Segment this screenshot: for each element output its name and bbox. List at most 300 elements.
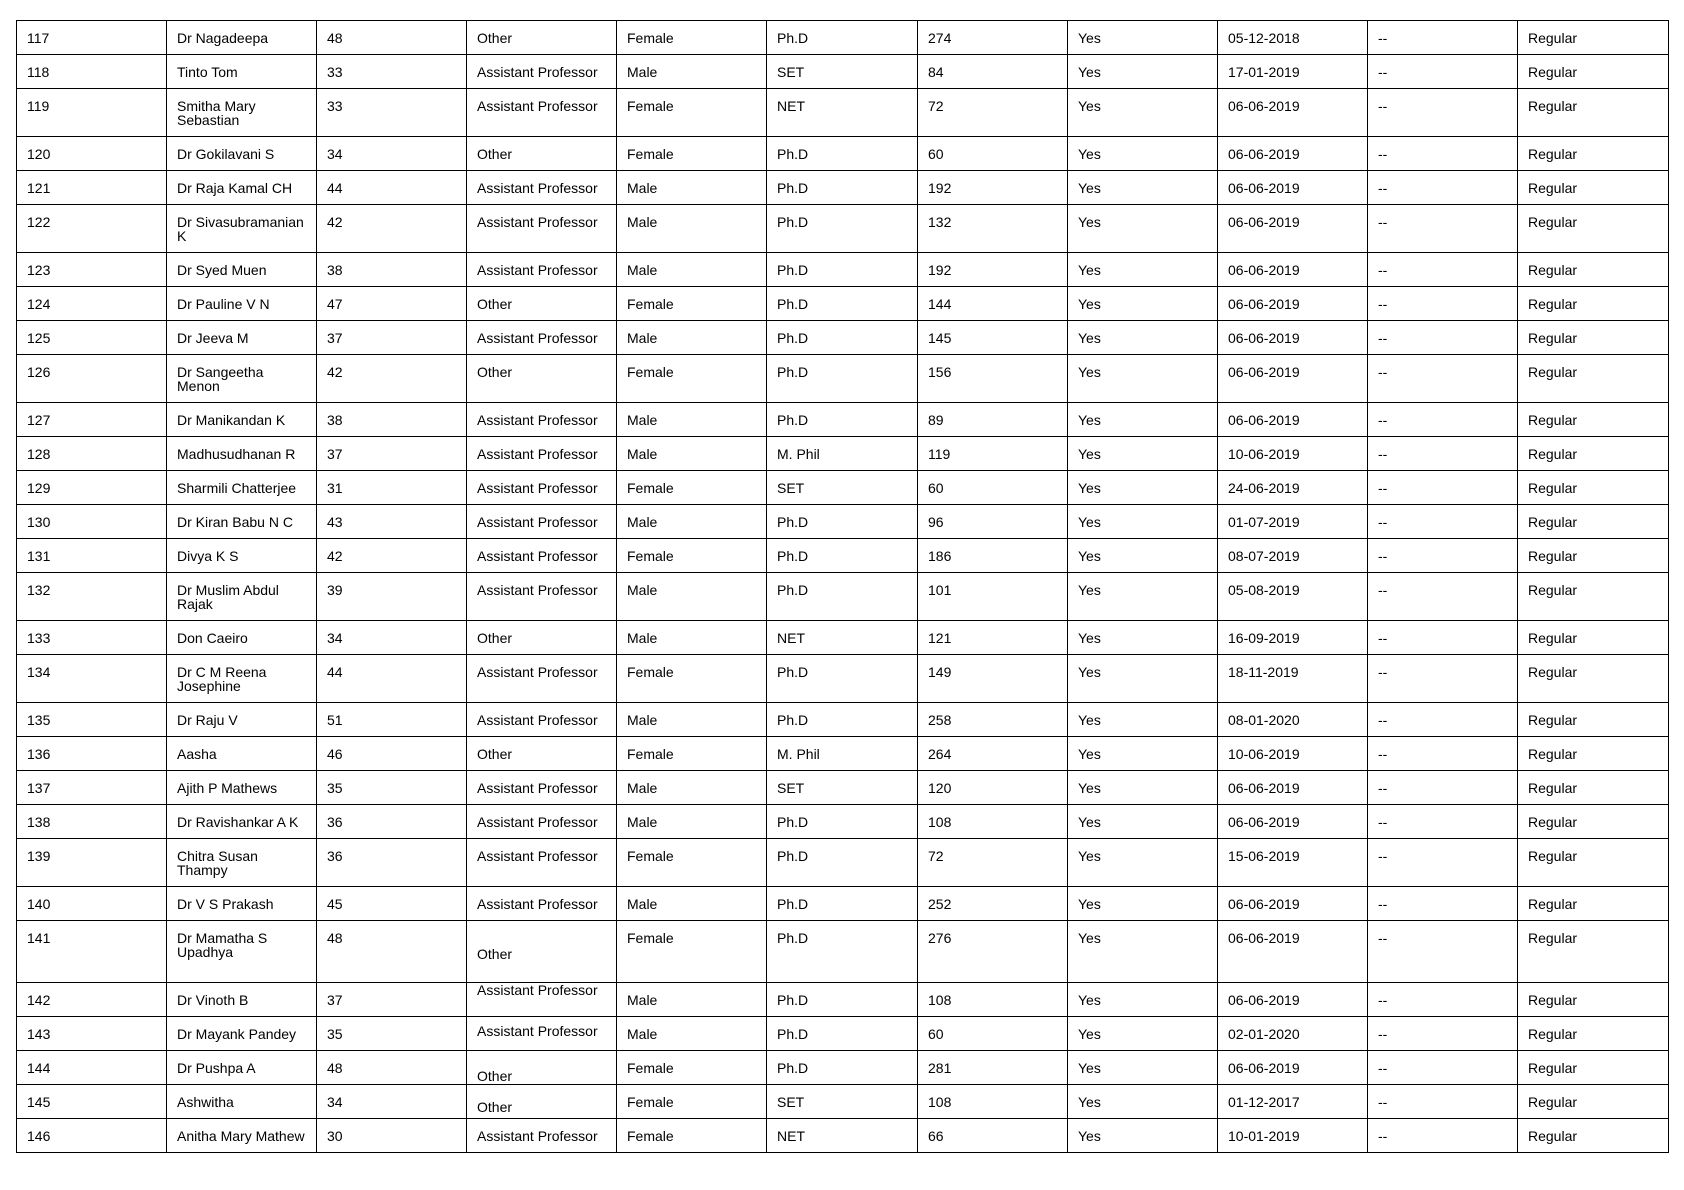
gender-cell — [617, 839, 767, 887]
gender-cell — [617, 1119, 767, 1153]
qualification-cell — [767, 55, 918, 89]
qualification-cell — [767, 737, 918, 771]
joining-date-text: 05-08-2019 — [1228, 582, 1300, 598]
table-row — [17, 505, 1669, 539]
experience-text: 252 — [928, 896, 952, 912]
name-cell — [167, 505, 317, 539]
appointment-type-cell — [1518, 573, 1669, 621]
table-row — [17, 253, 1669, 287]
gender-text: Male — [627, 896, 658, 912]
table-row — [17, 805, 1669, 839]
appointment-type-text: Regular — [1528, 848, 1578, 864]
remark-text: -- — [1378, 214, 1388, 230]
remark-text: -- — [1378, 896, 1388, 912]
designation-cell — [467, 655, 617, 703]
designation-text: Other — [477, 746, 513, 762]
age-text: 31 — [327, 480, 343, 496]
designation-cell — [467, 887, 617, 921]
appointment-type-cell — [1518, 89, 1669, 137]
gender-text: Female — [627, 548, 674, 564]
status-cell — [1068, 839, 1218, 887]
experience-cell — [918, 621, 1068, 655]
experience-cell — [918, 1051, 1068, 1085]
table-row — [17, 539, 1669, 573]
name-text: Ajith P Mathews — [177, 780, 278, 796]
remark-cell — [1368, 887, 1518, 921]
designation-text: Assistant Professor — [477, 412, 598, 428]
age-cell — [317, 921, 467, 983]
qualification-cell — [767, 1051, 918, 1085]
table-row — [17, 703, 1669, 737]
appointment-type-cell — [1518, 1085, 1669, 1119]
gender-cell — [617, 355, 767, 403]
joining-date-cell — [1218, 983, 1368, 1017]
designation-cell — [467, 505, 617, 539]
qualification-text: Ph.D — [777, 992, 809, 1008]
remark-text: -- — [1378, 1128, 1388, 1144]
serial-number-text: 139 — [27, 848, 51, 864]
experience-cell — [918, 137, 1068, 171]
name-cell — [167, 21, 317, 55]
age-text: 43 — [327, 514, 343, 530]
qualification-text: Ph.D — [777, 1060, 809, 1076]
gender-cell — [617, 539, 767, 573]
experience-cell — [918, 89, 1068, 137]
joining-date-cell — [1218, 839, 1368, 887]
joining-date-cell — [1218, 437, 1368, 471]
table-row — [17, 437, 1669, 471]
serial-number-text: 123 — [27, 262, 51, 278]
gender-text: Male — [627, 214, 658, 230]
status-cell — [1068, 621, 1218, 655]
experience-cell — [918, 471, 1068, 505]
name-cell — [167, 55, 317, 89]
appointment-type-text: Regular — [1528, 1128, 1578, 1144]
serial-number-text: 122 — [27, 214, 51, 230]
age-cell — [317, 21, 467, 55]
appointment-type-cell — [1518, 137, 1669, 171]
qualification-text: Ph.D — [777, 146, 809, 162]
experience-cell — [918, 887, 1068, 921]
name-text: Dr Syed Muen — [177, 262, 267, 278]
age-text: 44 — [327, 180, 343, 196]
designation-text: Assistant Professor — [477, 582, 598, 598]
gender-text: Male — [627, 814, 658, 830]
serial-number-text: 137 — [27, 780, 51, 796]
gender-cell — [617, 321, 767, 355]
appointment-type-cell — [1518, 737, 1669, 771]
qualification-text: Ph.D — [777, 548, 809, 564]
qualification-cell — [767, 321, 918, 355]
experience-text: 101 — [928, 582, 952, 598]
remark-text: -- — [1378, 712, 1388, 728]
serial-number-cell — [17, 573, 167, 621]
appointment-type-cell — [1518, 621, 1669, 655]
gender-cell — [617, 703, 767, 737]
name-cell — [167, 921, 317, 983]
joining-date-text: 06-06-2019 — [1228, 262, 1300, 278]
table-row — [17, 321, 1669, 355]
remark-cell — [1368, 921, 1518, 983]
qualification-text: M. Phil — [777, 746, 820, 762]
age-cell — [317, 1051, 467, 1085]
remark-cell — [1368, 621, 1518, 655]
serial-number-cell — [17, 205, 167, 253]
age-cell — [317, 471, 467, 505]
joining-date-cell — [1218, 471, 1368, 505]
age-text: 37 — [327, 992, 343, 1008]
joining-date-text: 06-06-2019 — [1228, 412, 1300, 428]
designation-cell — [467, 839, 617, 887]
serial-number-text: 136 — [27, 746, 51, 762]
appointment-type-cell — [1518, 805, 1669, 839]
qualification-cell — [767, 437, 918, 471]
status-cell — [1068, 805, 1218, 839]
experience-cell — [918, 437, 1068, 471]
experience-cell — [918, 321, 1068, 355]
age-cell — [317, 737, 467, 771]
designation-text: Assistant Professor — [477, 1023, 598, 1039]
remark-text: -- — [1378, 582, 1388, 598]
age-text: 48 — [327, 930, 343, 946]
remark-cell — [1368, 437, 1518, 471]
experience-text: 89 — [928, 412, 944, 428]
gender-cell — [617, 737, 767, 771]
serial-number-cell — [17, 253, 167, 287]
status-cell — [1068, 253, 1218, 287]
gender-text: Female — [627, 146, 674, 162]
name-cell — [167, 887, 317, 921]
designation-text: Assistant Professor — [477, 98, 598, 114]
remark-text: -- — [1378, 1026, 1388, 1042]
remark-text: -- — [1378, 480, 1388, 496]
joining-date-text: 16-09-2019 — [1228, 630, 1300, 646]
experience-cell — [918, 253, 1068, 287]
qualification-cell — [767, 355, 918, 403]
age-cell — [317, 805, 467, 839]
gender-cell — [617, 921, 767, 983]
age-cell — [317, 703, 467, 737]
joining-date-cell — [1218, 355, 1368, 403]
joining-date-cell — [1218, 921, 1368, 983]
age-text: 33 — [327, 98, 343, 114]
remark-text: -- — [1378, 1060, 1388, 1076]
joining-date-text: 08-07-2019 — [1228, 548, 1300, 564]
qualification-text: Ph.D — [777, 412, 809, 428]
name-cell — [167, 573, 317, 621]
remark-cell — [1368, 983, 1518, 1017]
serial-number-cell — [17, 1085, 167, 1119]
table-row — [17, 1119, 1669, 1153]
joining-date-text: 06-06-2019 — [1228, 98, 1300, 114]
remark-cell — [1368, 205, 1518, 253]
designation-text: Other — [477, 296, 513, 312]
remark-text: -- — [1378, 1094, 1388, 1110]
age-text: 45 — [327, 896, 343, 912]
qualification-text: Ph.D — [777, 364, 809, 380]
serial-number-text: 141 — [27, 930, 51, 946]
experience-cell — [918, 737, 1068, 771]
remark-cell — [1368, 171, 1518, 205]
table-row — [17, 205, 1669, 253]
status-cell — [1068, 921, 1218, 983]
serial-number-text: 133 — [27, 630, 51, 646]
qualification-text: Ph.D — [777, 848, 809, 864]
qualification-cell — [767, 253, 918, 287]
designation-cell — [467, 621, 617, 655]
serial-number-cell — [17, 287, 167, 321]
remark-cell — [1368, 403, 1518, 437]
age-cell — [317, 137, 467, 171]
joining-date-text: 06-06-2019 — [1228, 896, 1300, 912]
name-text: Ashwitha — [177, 1094, 234, 1110]
name-text: Dr V S Prakash — [177, 896, 274, 912]
experience-text: 264 — [928, 746, 952, 762]
remark-cell — [1368, 573, 1518, 621]
experience-text: 149 — [928, 664, 952, 680]
appointment-type-text: Regular — [1528, 262, 1578, 278]
remark-text: -- — [1378, 746, 1388, 762]
name-text: Dr Vinoth B — [177, 992, 249, 1008]
qualification-text: Ph.D — [777, 712, 809, 728]
remark-cell — [1368, 21, 1518, 55]
designation-cell — [467, 539, 617, 573]
serial-number-text: 134 — [27, 664, 51, 680]
name-text: Don Caeiro — [177, 630, 248, 646]
appointment-type-text: Regular — [1528, 712, 1578, 728]
designation-text: Other — [477, 1068, 513, 1084]
remark-text: -- — [1378, 514, 1388, 530]
appointment-type-cell — [1518, 1051, 1669, 1085]
age-text: 42 — [327, 548, 343, 564]
gender-cell — [617, 655, 767, 703]
experience-text: 274 — [928, 30, 952, 46]
table-row — [17, 471, 1669, 505]
serial-number-text: 128 — [27, 446, 51, 462]
name-text: Sharmili Chatterjee — [177, 480, 297, 496]
designation-text: Assistant Professor — [477, 180, 598, 196]
experience-cell — [918, 771, 1068, 805]
gender-text: Female — [627, 848, 674, 864]
table-row — [17, 21, 1669, 55]
gender-text: Male — [627, 180, 658, 196]
qualification-cell — [767, 171, 918, 205]
joining-date-cell — [1218, 703, 1368, 737]
remark-text: -- — [1378, 146, 1388, 162]
appointment-type-text: Regular — [1528, 480, 1578, 496]
appointment-type-cell — [1518, 539, 1669, 573]
appointment-type-cell — [1518, 703, 1669, 737]
qualification-cell — [767, 655, 918, 703]
remark-cell — [1368, 839, 1518, 887]
name-text: Tinto Tom — [177, 64, 238, 80]
appointment-type-cell — [1518, 1119, 1669, 1153]
status-text: Yes — [1078, 814, 1101, 830]
experience-cell — [918, 1017, 1068, 1051]
age-cell — [317, 403, 467, 437]
status-text: Yes — [1078, 446, 1101, 462]
table-row — [17, 89, 1669, 137]
experience-text: 60 — [928, 146, 944, 162]
name-cell — [167, 737, 317, 771]
gender-text: Female — [627, 930, 674, 946]
gender-cell — [617, 171, 767, 205]
serial-number-cell — [17, 55, 167, 89]
designation-cell — [467, 205, 617, 253]
appointment-type-cell — [1518, 983, 1669, 1017]
joining-date-cell — [1218, 737, 1368, 771]
joining-date-cell — [1218, 805, 1368, 839]
name-cell — [167, 771, 317, 805]
qualification-text: Ph.D — [777, 180, 809, 196]
serial-number-text: 130 — [27, 514, 51, 530]
designation-text: Assistant Professor — [477, 982, 598, 998]
joining-date-text: 06-06-2019 — [1228, 992, 1300, 1008]
remark-text: -- — [1378, 364, 1388, 380]
remark-text: -- — [1378, 548, 1388, 564]
remark-cell — [1368, 771, 1518, 805]
gender-text: Female — [627, 1094, 674, 1110]
appointment-type-text: Regular — [1528, 780, 1578, 796]
status-text: Yes — [1078, 146, 1101, 162]
experience-cell — [918, 403, 1068, 437]
gender-text: Male — [627, 446, 658, 462]
appointment-type-text: Regular — [1528, 930, 1578, 946]
gender-text: Male — [627, 582, 658, 598]
qualification-cell — [767, 921, 918, 983]
experience-text: 84 — [928, 64, 944, 80]
designation-cell — [467, 983, 617, 1017]
remark-cell — [1368, 321, 1518, 355]
joining-date-text: 10-06-2019 — [1228, 746, 1300, 762]
appointment-type-cell — [1518, 1017, 1669, 1051]
qualification-cell — [767, 983, 918, 1017]
designation-text: Assistant Professor — [477, 548, 598, 564]
gender-text: Female — [627, 30, 674, 46]
qualification-text: Ph.D — [777, 930, 809, 946]
qualification-cell — [767, 471, 918, 505]
serial-number-text: 146 — [27, 1128, 51, 1144]
age-text: 42 — [327, 364, 343, 380]
gender-text: Male — [627, 992, 658, 1008]
remark-cell — [1368, 703, 1518, 737]
designation-text: Assistant Professor — [477, 446, 598, 462]
serial-number-text: 140 — [27, 896, 51, 912]
serial-number-text: 119 — [27, 98, 50, 114]
age-cell — [317, 1119, 467, 1153]
serial-number-cell — [17, 771, 167, 805]
experience-cell — [918, 1119, 1068, 1153]
qualification-cell — [767, 573, 918, 621]
serial-number-text: 144 — [27, 1060, 51, 1076]
name-text: Dr Sivasubramanian K — [177, 214, 304, 244]
qualification-cell — [767, 89, 918, 137]
age-text: 38 — [327, 412, 343, 428]
joining-date-cell — [1218, 137, 1368, 171]
status-text: Yes — [1078, 712, 1101, 728]
designation-text: Assistant Professor — [477, 848, 598, 864]
joining-date-text: 17-01-2019 — [1228, 64, 1300, 80]
name-text: Dr Jeeva M — [177, 330, 249, 346]
joining-date-text: 02-01-2020 — [1228, 1026, 1300, 1042]
serial-number-cell — [17, 1017, 167, 1051]
qualification-cell — [767, 839, 918, 887]
status-text: Yes — [1078, 746, 1101, 762]
status-text: Yes — [1078, 30, 1101, 46]
appointment-type-cell — [1518, 403, 1669, 437]
qualification-cell — [767, 205, 918, 253]
qualification-cell — [767, 539, 918, 573]
table-row — [17, 1017, 1669, 1051]
remark-cell — [1368, 355, 1518, 403]
name-cell — [167, 621, 317, 655]
joining-date-text: 06-06-2019 — [1228, 930, 1300, 946]
gender-text: Male — [627, 780, 658, 796]
qualification-text: Ph.D — [777, 814, 809, 830]
gender-cell — [617, 287, 767, 321]
name-text: Chitra Susan Thampy — [177, 848, 258, 878]
gender-cell — [617, 887, 767, 921]
name-text: Dr Pushpa A — [177, 1060, 256, 1076]
gender-cell — [617, 983, 767, 1017]
status-text: Yes — [1078, 514, 1101, 530]
appointment-type-text: Regular — [1528, 630, 1578, 646]
joining-date-cell — [1218, 1017, 1368, 1051]
appointment-type-text: Regular — [1528, 330, 1578, 346]
gender-cell — [617, 771, 767, 805]
experience-text: 60 — [928, 480, 944, 496]
gender-text: Female — [627, 364, 674, 380]
gender-text: Male — [627, 330, 658, 346]
appointment-type-cell — [1518, 21, 1669, 55]
designation-text: Other — [477, 1099, 513, 1115]
appointment-type-cell — [1518, 355, 1669, 403]
name-cell — [167, 839, 317, 887]
age-cell — [317, 89, 467, 137]
gender-cell — [617, 1017, 767, 1051]
appointment-type-text: Regular — [1528, 1026, 1578, 1042]
gender-cell — [617, 621, 767, 655]
joining-date-text: 01-07-2019 — [1228, 514, 1300, 530]
qualification-cell — [767, 1085, 918, 1119]
remark-text: -- — [1378, 630, 1388, 646]
joining-date-text: 15-06-2019 — [1228, 848, 1300, 864]
experience-cell — [918, 55, 1068, 89]
status-cell — [1068, 437, 1218, 471]
status-cell — [1068, 539, 1218, 573]
appointment-type-cell — [1518, 205, 1669, 253]
table-row — [17, 55, 1669, 89]
name-text: Dr Sangeetha Menon — [177, 364, 264, 394]
age-cell — [317, 205, 467, 253]
qualification-text: Ph.D — [777, 30, 809, 46]
appointment-type-text: Regular — [1528, 412, 1578, 428]
status-text: Yes — [1078, 1060, 1101, 1076]
gender-cell — [617, 55, 767, 89]
experience-text: 66 — [928, 1128, 944, 1144]
status-cell — [1068, 55, 1218, 89]
status-cell — [1068, 205, 1218, 253]
qualification-text: Ph.D — [777, 296, 809, 312]
status-cell — [1068, 403, 1218, 437]
serial-number-cell — [17, 539, 167, 573]
name-cell — [167, 703, 317, 737]
experience-text: 276 — [928, 930, 952, 946]
remark-text: -- — [1378, 930, 1388, 946]
gender-text: Male — [627, 64, 658, 80]
qualification-text: Ph.D — [777, 214, 809, 230]
status-text: Yes — [1078, 1026, 1101, 1042]
